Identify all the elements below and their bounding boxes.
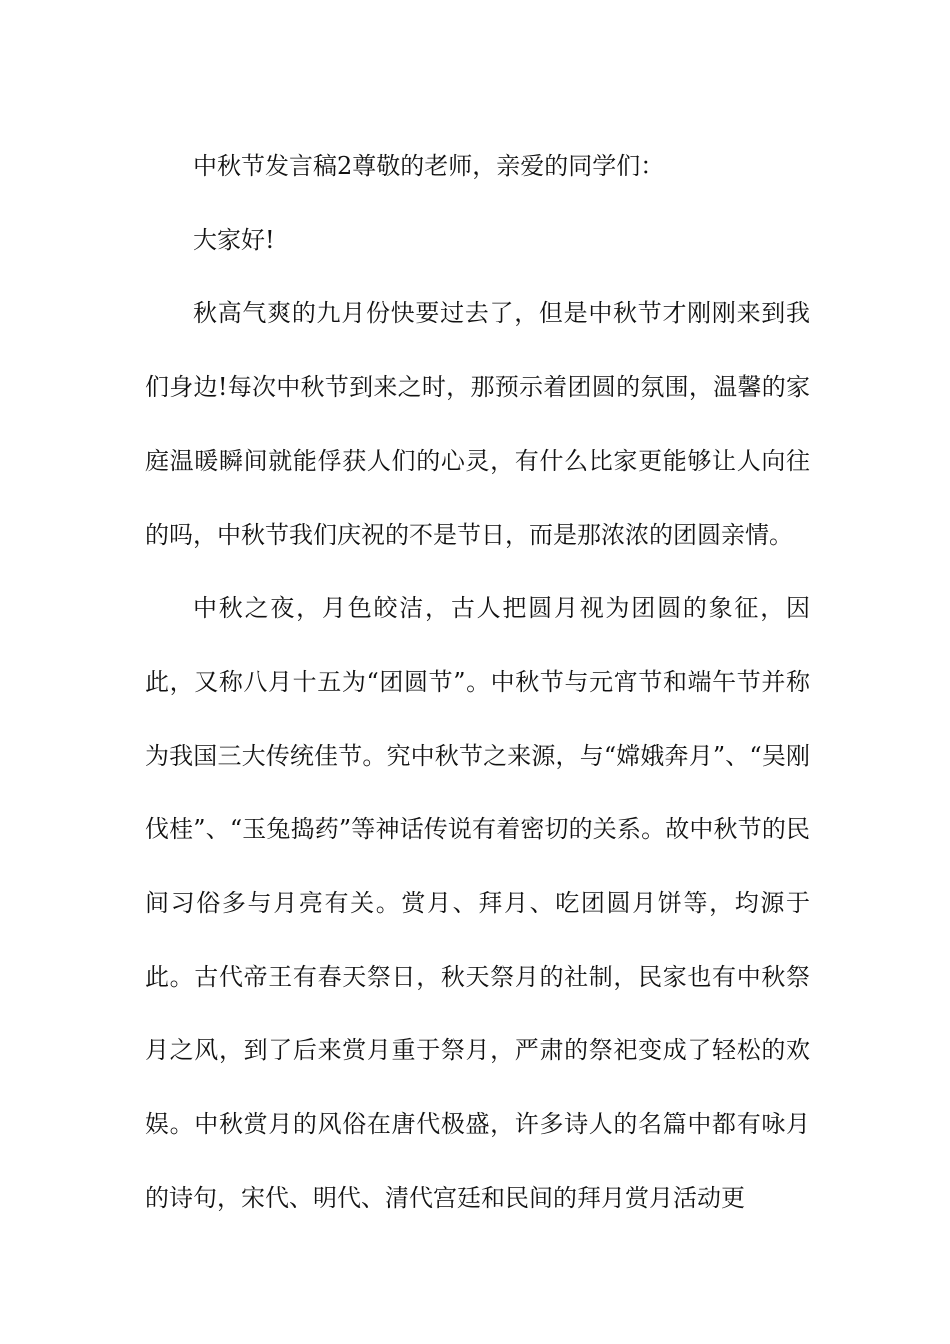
document-body [145,130,810,1236]
paragraph-heading-greeting: 中秋节发言稿2尊敬的老师，亲爱的同学们： [193,152,665,180]
paragraph-mid-autumn-night: 中秋之夜，月色皎洁，古人把圆月视为团圆的象征，因此，又称八月十五为“团圆节”。中秋节与元宵节和端午节并称为我国三大传统佳节。究中秋节之来源，与“嫦娥奔月”、“吴刚伐桂”、“玉兔捣药”等神话传说有着密切的关系。故中秋节的民间习俗多与月亮有关。赏月、拜月、吃团圆月饼等，均源于此。古代帝王有春天祭日，秋天祭月的社制，民家也有中秋祭月之风，到了后来赏月重于祭月，严肃的祭祀变成了轻松的欢娱。中秋赏月的风俗在唐代极盛，许多诗人的名篇中都有咏月的诗句，宋代、明代、清代宫廷和民间的拜月赏月活动更 [145,594,810,1212]
paragraph-autumn: 秋高气爽的九月份快要过去了，但是中秋节才刚刚来到我们身边!每次中秋节到来之时，那预示着团圆的氛围，温馨的家庭温暖瞬间就能俘获人们的心灵，有什么比家更能够让人向往的吗，中秋节我们庆祝的不是节日，而是那浓浓的团圆亲情。 [145,299,810,549]
paragraph-hello: 大家好! [193,225,275,254]
